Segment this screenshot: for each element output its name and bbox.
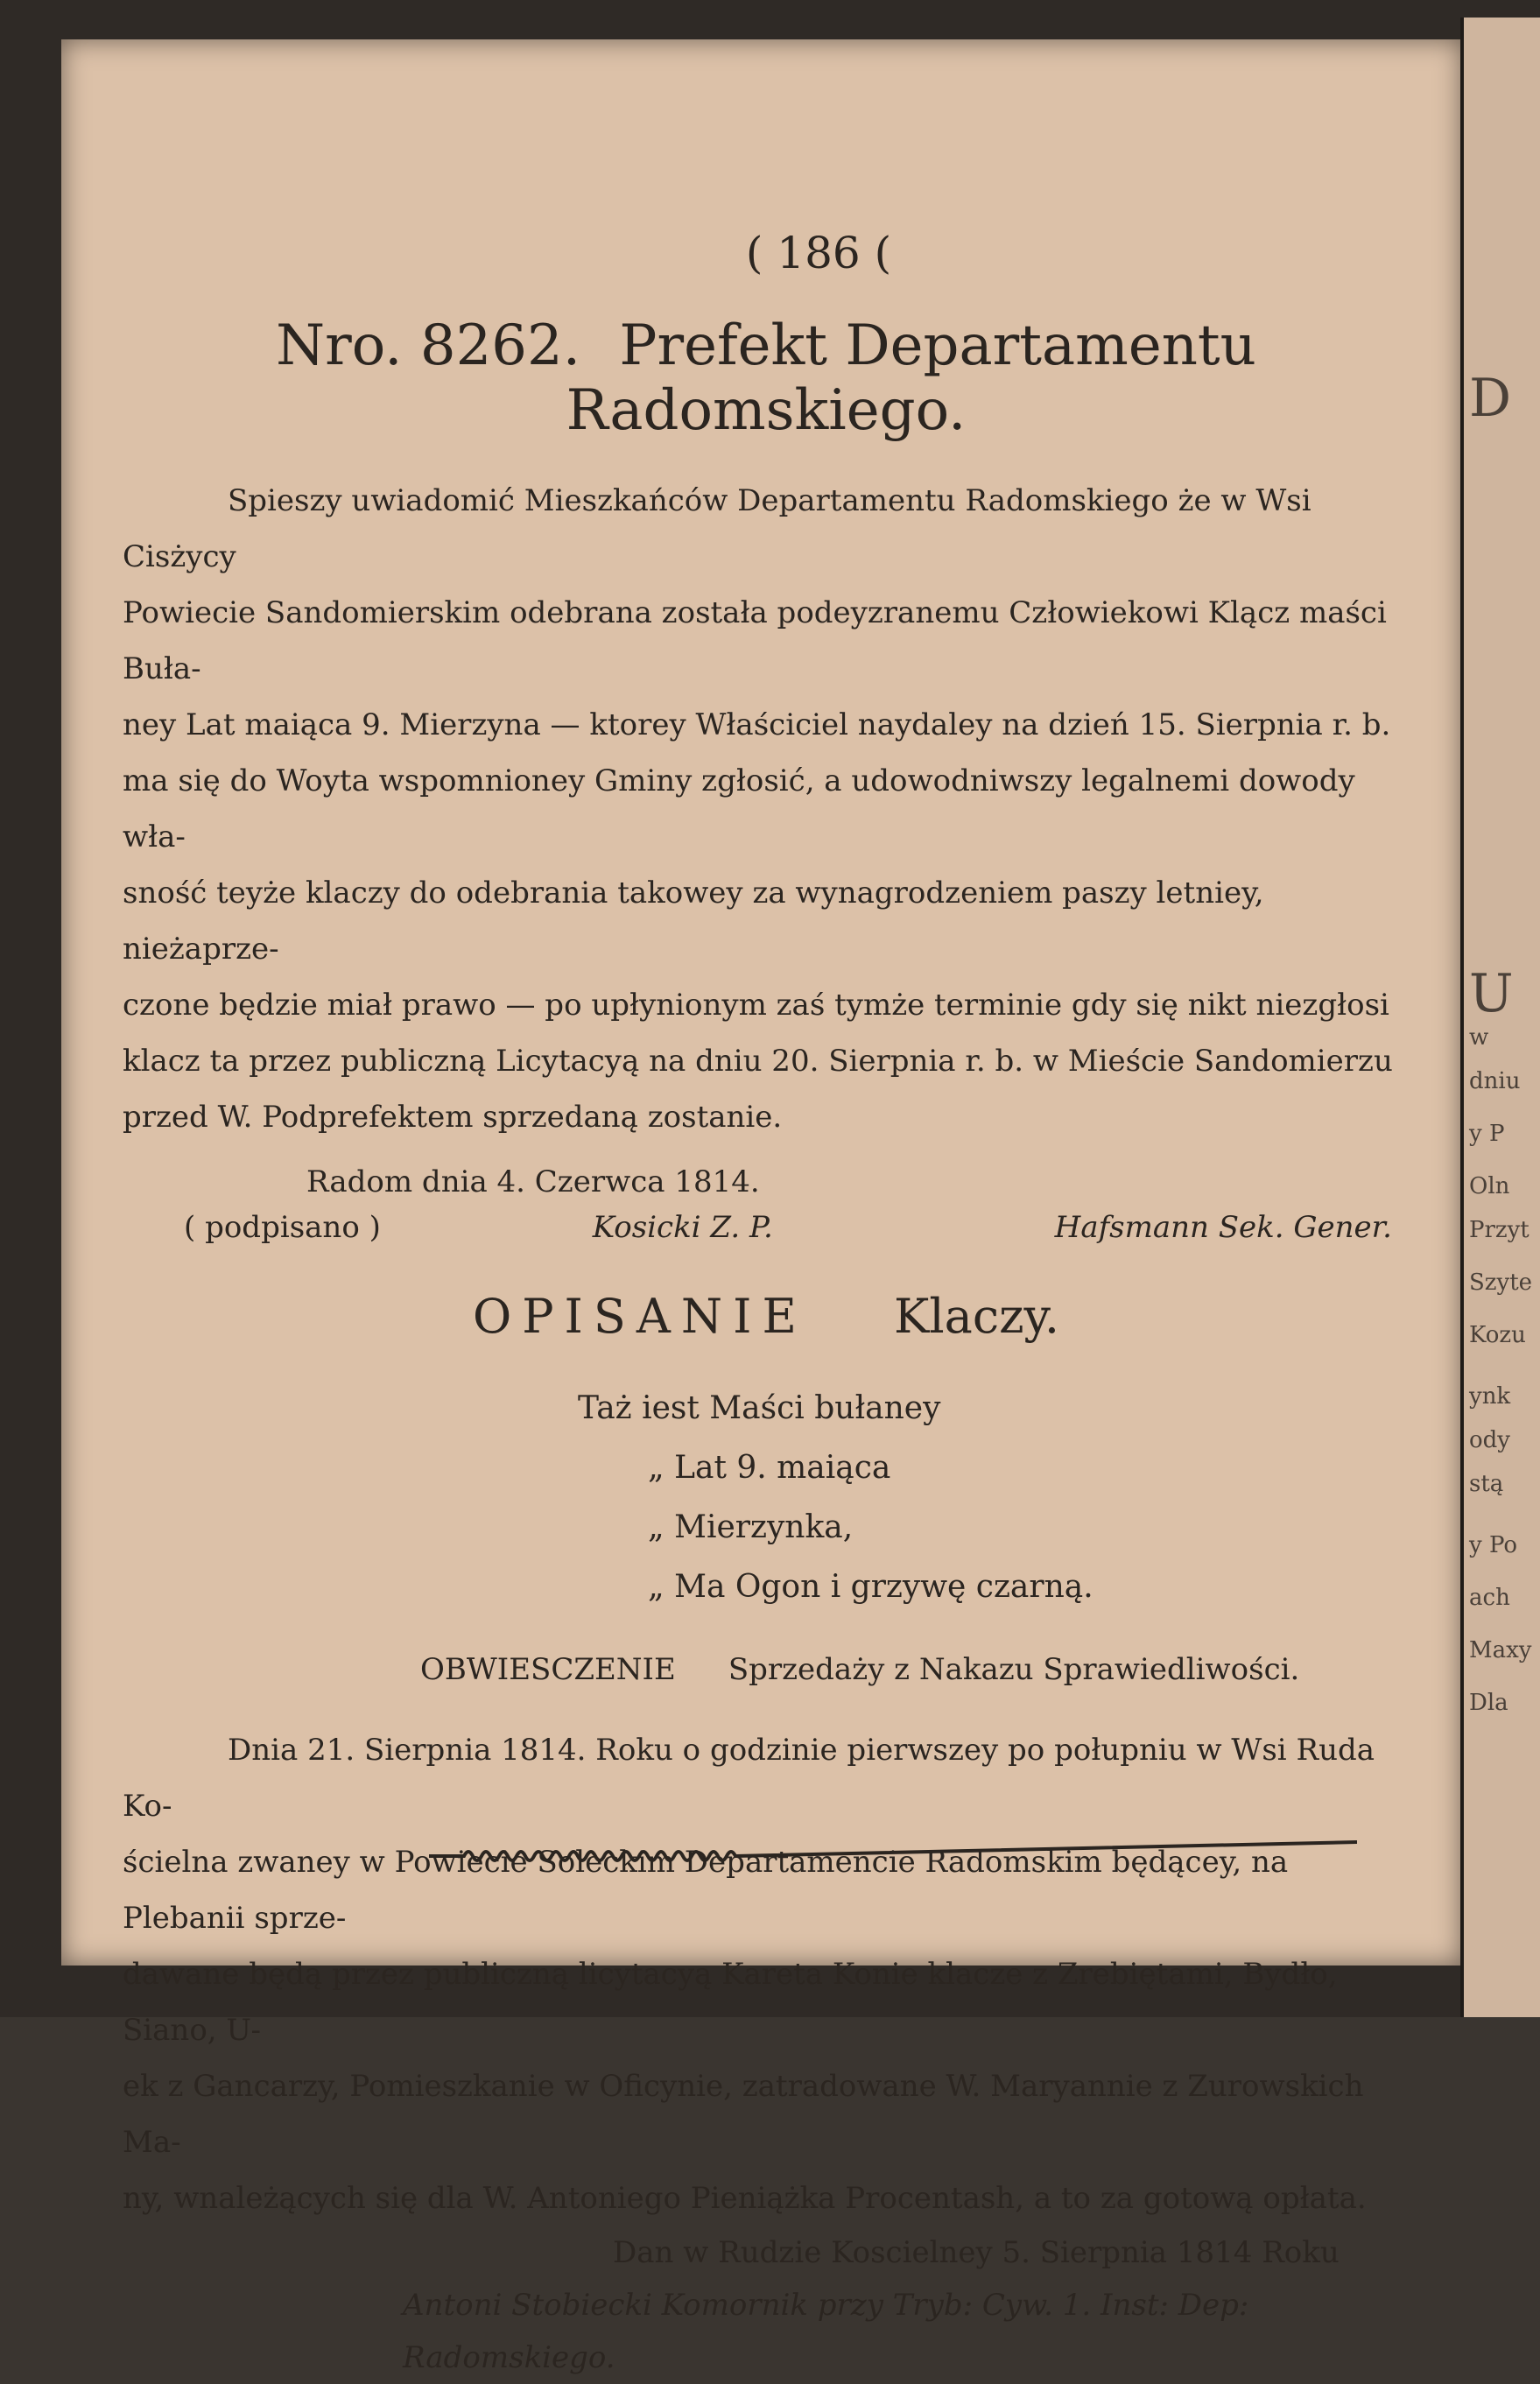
adjacent-fragment: y Po xyxy=(1469,1532,1518,1558)
announcement-line: ny, wnależących się dla W. Antoniego Pieniążka Procentash, a to za gotową opłata. xyxy=(123,2181,1367,2216)
description-item: „ Mierzynka, xyxy=(648,1509,854,1545)
adjacent-fragment: ody xyxy=(1469,1427,1510,1453)
notice-title xyxy=(123,313,1410,443)
notice-line: czone będzie miał prawo — po upłynionym zaś tymże terminie gdy się nikt niezgłosi xyxy=(123,988,1389,1023)
announcement-line: ek z Gancarzy, Pomieszkanie w Oficynie, zatradowane W. Maryannie z Zurowskich Ma- xyxy=(123,2069,1364,2160)
description-item: Taż iest Maści bułaney xyxy=(578,1390,941,1426)
description-subject: Klaczy. xyxy=(894,1289,1060,1344)
closing-line: Dan w Rudzie Koscielney 5. Sierpnia 1814 Roku xyxy=(613,2235,1340,2270)
announcement-line: dawane będą przez publiczną licytacyą Kareta Konie klacze z Zrebiętami, Bydło, Siano, U- xyxy=(123,1957,1338,2048)
announcement-heading xyxy=(123,1652,1410,1687)
notice-line: ma się do Woyta wspomnioney Gminy zgłosić, a udowodniwszy legalnemi dowody wła- xyxy=(123,763,1355,854)
notice-line: Powiecie Sandomierskim odebrana została podeyzranemu Człowiekowi Klącz maści Buła- xyxy=(123,595,1387,686)
adjacent-fragment: y P xyxy=(1469,1121,1505,1147)
adjacent-fragment: D xyxy=(1469,368,1512,429)
notice-line: klacz ta przez publiczną Licytacyą na dniu 20. Sierpnia r. b. w Mieście Sandomierzu xyxy=(123,1044,1393,1079)
signed-label: ( podpisano ) xyxy=(184,1210,381,1245)
notice-heading: Prefekt Departamentu Radomskiego. xyxy=(566,313,1256,443)
bailiff-signature: Antoni Stobiecki Komornik przy Tryb: Cyw. 1. Inst: Dep: Radomskiego. xyxy=(403,2288,1249,2375)
date-line: Radom dnia 4. Czerwca 1814. xyxy=(306,1164,760,1199)
page-content xyxy=(123,228,1410,2384)
description-title: OPISANIE xyxy=(472,1289,807,1344)
adjacent-page-edge xyxy=(1460,18,1540,2017)
adjacent-fragment: dniu xyxy=(1469,1068,1521,1094)
notice-number: Nro. 8262. xyxy=(276,313,581,378)
signed-name: Kosicki Z. P. xyxy=(592,1210,773,1245)
announcement-title: OBWIESCZENIE xyxy=(420,1652,676,1687)
adjacent-fragment: ynk xyxy=(1469,1383,1511,1410)
adjacent-fragment: Maxy xyxy=(1469,1637,1532,1663)
notice-body xyxy=(123,473,1410,1145)
adjacent-fragment: Kozu xyxy=(1469,1322,1526,1348)
announcement-body xyxy=(123,1722,1410,2226)
announcement-line: ścielna zwaney w Powiecie Soleckim Departamencie Radomskim będącey, na Plebanii sprze- xyxy=(123,1845,1289,1936)
adjacent-fragment: w xyxy=(1469,1024,1489,1051)
notice-line: przed W. Podprefektem sprzedaną zostanie. xyxy=(123,1100,783,1135)
adjacent-fragment: Przyt xyxy=(1469,1217,1529,1243)
adjacent-fragment: Oln xyxy=(1469,1173,1510,1199)
wavy-rule-ornament xyxy=(429,1839,1357,1865)
announcement-line: Dnia 21. Sierpnia 1814. Roku o godzinie pierwszey po połupniu w Wsi Ruda Ko- xyxy=(123,1733,1375,1824)
adjacent-fragment: ach xyxy=(1469,1585,1510,1611)
description-item: „ Ma Ogon i grzywę czarną. xyxy=(648,1569,1093,1605)
adjacent-fragment: U xyxy=(1469,963,1514,1024)
secretary-signature: Hafsmann Sek. Gener. xyxy=(1054,1210,1392,1245)
notice-line: sność teyże klaczy do odebrania takowey za wynagrodzeniem paszy letniey, nieżaprze- xyxy=(123,876,1264,967)
notice-line: ney Lat maiąca 9. Mierzyna — ktorey Właściciel naydaley na dzień 15. Sierpnia r. b. xyxy=(123,707,1391,742)
page-number: ( 186 ( xyxy=(745,228,892,278)
announcement-subtitle: Sprzedaży z Nakazu Sprawiedliwości. xyxy=(728,1652,1300,1687)
adjacent-fragment: Szyte xyxy=(1469,1269,1533,1296)
adjacent-fragment: Dla xyxy=(1469,1690,1508,1716)
description-heading xyxy=(123,1289,1410,1344)
notice-line: Spieszy uwiadomić Mieszkańców Departamentu Radomskiego że w Wsi Cisżycy xyxy=(123,483,1311,574)
description-item: „ Lat 9. maiąca xyxy=(648,1450,891,1486)
signature-row xyxy=(123,1210,1410,1245)
adjacent-fragment: stą xyxy=(1469,1471,1504,1497)
description-list xyxy=(123,1379,1410,1617)
